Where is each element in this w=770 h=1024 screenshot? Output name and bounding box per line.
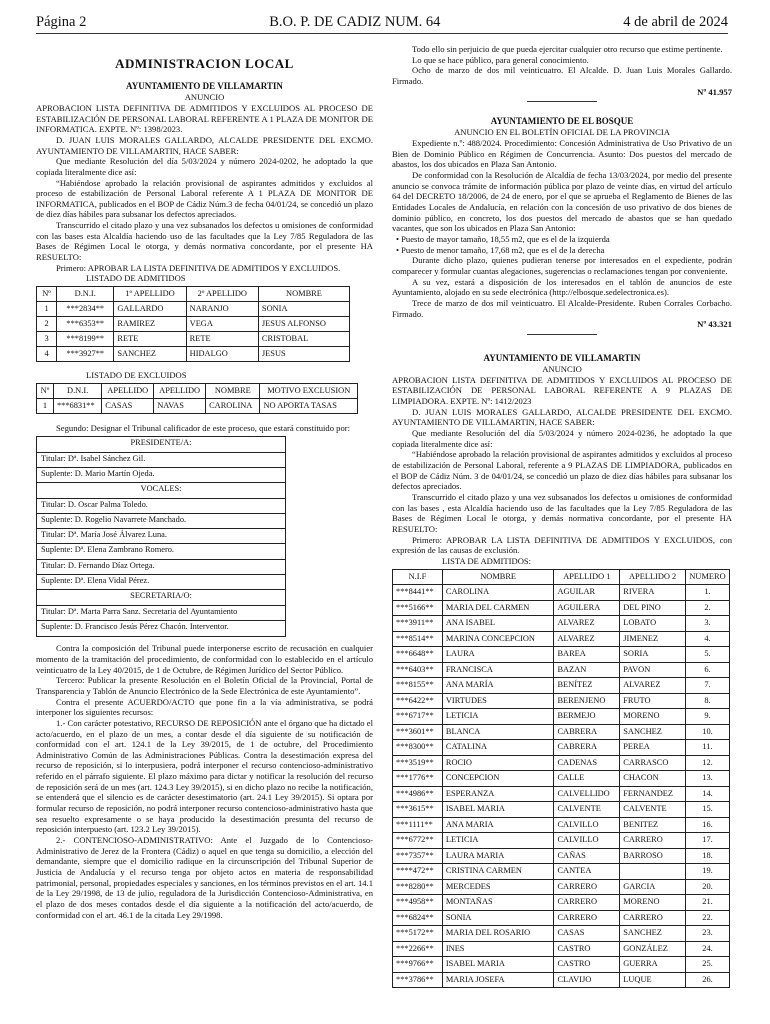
table-cell: SONIA: [442, 910, 554, 926]
table-cell: ALVAREZ: [554, 616, 620, 632]
table-cell: 26.: [686, 972, 730, 988]
table-cell: LAURA MARIA: [442, 848, 554, 864]
table-cell: FRUTO: [620, 693, 686, 709]
table-cell: LETICIA: [442, 833, 554, 849]
left-column: [36, 44, 373, 1014]
column-header: NOMBRE: [206, 383, 260, 398]
table-cell: BERENJENO: [554, 693, 620, 709]
table-cell: GARCIA: [620, 879, 686, 895]
table-cell: GONZÁLEZ: [620, 941, 686, 957]
table-row: [393, 616, 730, 632]
table-cell: 18.: [686, 848, 730, 864]
column-header: NOMBRE: [258, 287, 349, 302]
table-cell: ***6648**: [393, 647, 443, 663]
table-row: [393, 848, 730, 864]
table-cell: ISABEL MARIA: [442, 802, 554, 818]
paragraph: Que mediante Resolución del día 5/03/2024 y número 2024-0202, he adoptado la que copiada literalmente dice así:: [36, 156, 373, 177]
table-cell: 24.: [686, 941, 730, 957]
column-header: D.N.I.: [53, 383, 101, 398]
paragraph: Contra la composición del Tribunal puede interponerse escrito de recusación en cualquier momento de la tramitación del procedimiento, de conformidad con lo establecido en el artículo veinticuatro de la Ley 40/2015, de 1 de Octubre, de Régimen Jurídico del Sector Público.: [36, 643, 373, 675]
table-row: [393, 755, 730, 771]
announcement-heading: APROBACION LISTA DEFINITIVA DE ADMITIDOS Y EXCLUIDOS AL PROCESO DE ESTABILIZACIÓN DE PERSONAL LABORAL REFERENTE A 9 PLAZAS DE LIMPIADORA. EXPTE. Nº: 1412/2023: [392, 374, 732, 407]
table-cell: 16.: [686, 817, 730, 833]
admitted-list-table: [392, 569, 730, 989]
column-header: N.I.F: [393, 569, 443, 585]
table-cell: RAMIREZ: [114, 317, 186, 332]
list-item: • Puesto de menor tamaño, 17,68 m2, que es el de la derecha: [396, 244, 605, 255]
paragraph: Trece de marzo de dos mil veinticuatro. El Alcalde-Presidente. Ruben Corrales Corbacho. Firmado.: [392, 297, 732, 319]
table-cell: BAREA: [554, 647, 620, 663]
table-cell: ***2266**: [393, 941, 443, 957]
table-header-row: [37, 383, 358, 398]
table-cell: SANCHEZ: [620, 724, 686, 740]
table-cell: CADENAS: [554, 755, 620, 771]
table-cell: PEREA: [620, 740, 686, 756]
table-cell: 1: [37, 302, 57, 317]
table-cell: CARRERO: [620, 833, 686, 849]
paragraph: Primero: APROBAR LA LISTA DEFINITIVA DE ADMITIDOS Y EXCLUIDOS, con expresión de las causas de exclusión.: [392, 534, 732, 556]
table-cell: 15.: [686, 802, 730, 818]
paragraph: Tercero: Publicar la presente Resolución en el Boletín Oficial de la Provincial, Portal de Transparencia y Tablón de Anuncio Electrónico de la Sede Electrónica de este Ayuntamiento”.: [36, 675, 373, 696]
table-cell: GUERRA: [620, 957, 686, 973]
paragraph: Segundo: Designar el Tribunal calificador de este proceso, que estará constituido por:: [56, 422, 351, 433]
entity-title: AYUNTAMIENTO DE EL BOSQUE: [490, 116, 634, 127]
table-cell: ***3615**: [393, 802, 443, 818]
table-row: [37, 398, 358, 413]
table-row: [393, 585, 730, 601]
table-cell: ****472**: [393, 864, 443, 880]
table-row: [393, 957, 730, 973]
tribunal-item: VOCALES:: [37, 483, 285, 498]
table-cell: MARIA JOSEFA: [442, 972, 554, 988]
table-cell: CABRERA: [554, 740, 620, 756]
paragraph: Lo que se hace público, para general conocimiento.: [412, 54, 589, 65]
table-cell: ANA MARIA: [442, 817, 554, 833]
table-row: [393, 709, 730, 725]
table-cell: CRISTOBAL: [258, 332, 349, 347]
column-header: MOTIVO EXCLUSION: [260, 383, 358, 398]
table-cell: JESUS: [258, 347, 349, 362]
table-cell: 3.: [686, 616, 730, 632]
table-cell: SORIA: [620, 647, 686, 663]
anuncio-label: ANUNCIO: [542, 364, 582, 375]
table-cell: CARRERO: [554, 910, 620, 926]
tribunal-item: PRESIDENTE/A:: [37, 437, 285, 452]
table-cell: SANCHEZ: [620, 926, 686, 942]
table-cell: HIDALGO: [186, 347, 258, 362]
table-cell: ROCIO: [442, 755, 554, 771]
table-row: [393, 879, 730, 895]
table-cell: BENÍTEZ: [554, 678, 620, 694]
table-cell: CLAVIJO: [554, 972, 620, 988]
admitted-table: [36, 286, 350, 362]
table-cell: ALVAREZ: [554, 631, 620, 647]
table-cell: 3: [37, 332, 57, 347]
page-number: Página 2: [36, 14, 87, 30]
table-cell: ***8514**: [393, 631, 443, 647]
table-cell: 22.: [686, 910, 730, 926]
table-cell: CARRERO: [554, 879, 620, 895]
table-cell: 8.: [686, 693, 730, 709]
table-cell: VIRTUDES: [442, 693, 554, 709]
table-cell: VEGA: [186, 317, 258, 332]
column-header: NUMERO: [686, 569, 730, 585]
tribunal-item: Suplente: D. Mario Martín Ojeda.: [37, 468, 285, 483]
table-cell: MARIA DEL ROSARIO: [442, 926, 554, 942]
table-row: [393, 786, 730, 802]
table-row: [37, 317, 350, 332]
issue-date: 4 de abril de 2024: [623, 14, 728, 30]
table-cell: RETE: [186, 332, 258, 347]
divider: [527, 334, 597, 335]
table-cell: CARRERO: [620, 910, 686, 926]
table-cell: ***8155**: [393, 678, 443, 694]
table-cell: [620, 864, 686, 880]
table-cell: CALVILLO: [554, 817, 620, 833]
table-cell: 4: [37, 347, 57, 362]
table-cell: PAVON: [620, 662, 686, 678]
table-cell: ***3927**: [57, 347, 114, 362]
table-cell: CABRERA: [554, 724, 620, 740]
table-cell: CANTEA: [554, 864, 620, 880]
table-row: [393, 662, 730, 678]
table-cell: LOBATO: [620, 616, 686, 632]
table-cell: ***5172**: [393, 926, 443, 942]
entry-number: Nº 43.321: [697, 319, 732, 330]
table-cell: ***8300**: [393, 740, 443, 756]
table-cell: SONIA: [258, 302, 349, 317]
paragraph: 1.- Con carácter potestativo, RECURSO DE REPOSICIÓN ante el órgano que ha dictado el acto/acuerdo, en el plazo de un mes, a contar desde el día siguiente de su notificación de conformidad con el art. 124.1 de la Ley 39/2015, de 1 de octubre, del Procedimiento Administrativo Común de las Administraciones Públicas. Contra la desestimación expresa del recurso de reposición, si lo interpusiera, podrá interponer el recurso contencioso-administrativo referido en el párrafo siguiente. El plazo máximo para dictar y notificar la resolución del recurso de reposición será de un mes (art. 124.3 Ley 39/2015), si en dicho plazo no recibe la notificación, se entenderá que el silencio es de carácter desestimatorio (art. 24.1 Ley 39/2015). Si optara por formular recurso de reposición, no podrá interponer recurso contencioso-administrativo hasta que sea resuelto expresamente o se haya producido la desestimación presunta del recurso de reposición interpuesto (art. 123.2 Ley 39/2015).: [36, 717, 373, 835]
table-row: [37, 302, 350, 317]
table-cell: CALVILLO: [554, 833, 620, 849]
table-cell: ***6717**: [393, 709, 443, 725]
table-cell: CARRERO: [554, 895, 620, 911]
table-cell: ***1111**: [393, 817, 443, 833]
table-cell: JIMENEZ: [620, 631, 686, 647]
table-row: [37, 347, 350, 362]
tribunal-item: Suplente: D. Francisco Jesús Pérez Chacón. Interventor.: [41, 621, 229, 631]
tribunal-item: Titular: Dª. Isabel Sánchez Gil.: [37, 453, 285, 468]
table-cell: MARIA DEL CARMEN: [442, 600, 554, 616]
table-cell: ***6353**: [57, 317, 114, 332]
table-cell: ***3601**: [393, 724, 443, 740]
paragraph: Ocho de marzo de dos mil veinticuatro. El Alcalde. D. Juan Luis Morales Gallardo. Firmado.: [392, 65, 732, 86]
paragraph: “Habiéndose aprobado la relación provisional de aspirantes admitidos y excluidos al proceso de estabilización de Personal Laboral referente A 1 PLAZA DE MONITOR DE INFORMATICA, publicados en el BOP de Cádiz Núm.3 de fecha 04/01/24, se concedió un plazo de diez días hábiles para subsanar los defectos apreciados.: [36, 177, 373, 220]
paragraph: Durante dicho plazo, quienes pudieran tenerse por interesados en el expediente, podrán comparecer y formular cuantas alegaciones, sugerencias o reclamaciones tengan por conveniente.: [392, 255, 732, 276]
table-cell: 20.: [686, 879, 730, 895]
table-row: [393, 693, 730, 709]
admitted-label: LISTADO DE ADMITIDOS: [86, 273, 186, 284]
table-row: [393, 740, 730, 756]
announcement-heading: APROBACION LISTA DEFINITIVA DE ADMITIDOS Y EXCLUIDOS AL PROCESO DE ESTABILIZACIÓN DE PERSONAL LABORAL REFERENTE A 1 PLAZA DE MONITOR DE INFORMATICA. EXPTE. Nº: 1398/2023.: [36, 102, 373, 135]
table-cell: NARANJO: [186, 302, 258, 317]
entity-title: AYUNTAMIENTO DE VILLAMARTIN: [126, 81, 283, 92]
table-cell: 1.: [686, 585, 730, 601]
table-cell: CARRASCO: [620, 755, 686, 771]
table-cell: RETE: [114, 332, 186, 347]
table-cell: MORENO: [620, 709, 686, 725]
table-cell: CRISTINA CARMEN: [442, 864, 554, 880]
table-cell: ***3519**: [393, 755, 443, 771]
table-cell: ***3911**: [393, 616, 443, 632]
table-cell: DEL PINO: [620, 600, 686, 616]
column-header: 2º APELLIDO: [186, 287, 258, 302]
tribunal-item: Suplente: Dª. Elena Vidal Pérez.: [37, 575, 285, 590]
table-cell: CALVENTE: [554, 802, 620, 818]
table-cell: ***4986**: [393, 786, 443, 802]
page-header: [36, 14, 728, 34]
column-header: D.N.I.: [57, 287, 114, 302]
table-cell: 11.: [686, 740, 730, 756]
table-row: [393, 817, 730, 833]
table-cell: LETICIA: [442, 709, 554, 725]
table-row: [393, 600, 730, 616]
tribunal-list: [36, 436, 286, 637]
table-cell: FRANCISCA: [442, 662, 554, 678]
table-cell: ***8280**: [393, 879, 443, 895]
table-row: [393, 864, 730, 880]
table-cell: SANCHEZ: [114, 347, 186, 362]
table-cell: ***2834**: [57, 302, 114, 317]
table-cell: 21.: [686, 895, 730, 911]
paragraph: D. JUAN LUIS MORALES GALLARDO, ALCALDE PRESIDENTE DEL EXCMO. AYUNTAMIENTO DE VILLAMARTIN, HACE SABER:: [36, 134, 373, 156]
table-cell: ***8199**: [57, 332, 114, 347]
table-cell: 2: [37, 317, 57, 332]
table-cell: 5.: [686, 647, 730, 663]
table-cell: ***3786**: [393, 972, 443, 988]
table-cell: 14.: [686, 786, 730, 802]
paragraph: Transcurrido el citado plazo y una vez subsanados los defectos u omisiones de conformidad con las bases esta Alcaldía haciendo uso de las facultades que la Ley 7/85 Reguladora de las Bases de Régimen Local le otorga, y demás normativa concordante, por el presente HA RESUELTO:: [36, 220, 373, 263]
column-header: APELLIDO 1: [554, 569, 620, 585]
paragraph: Primero: APROBAR LA LISTA DEFINITIVA DE ADMITIDOS Y EXCLUIDOS.: [56, 262, 341, 273]
excluded-table: [36, 383, 358, 414]
table-cell: BLANCA: [442, 724, 554, 740]
table-row: [393, 724, 730, 740]
table-row: [393, 631, 730, 647]
table-cell: 9.: [686, 709, 730, 725]
table-row: [393, 910, 730, 926]
table-cell: CONCEPCION: [442, 771, 554, 787]
table-cell: CALVELLIDO: [554, 786, 620, 802]
table-cell: ***6403**: [393, 662, 443, 678]
admitted-label: LISTA DE ADMITIDOS:: [442, 555, 532, 566]
table-cell: MORENO: [620, 895, 686, 911]
table-cell: NO APORTA TASAS: [260, 398, 358, 413]
paragraph: D. JUAN LUIS MORALES GALLARDO, ALCALDE PRESIDENTE DEL EXCMO. AYUNTAMIENTO DE VILLAMARTIN, HACE SABER:: [392, 406, 732, 428]
tribunal-item: Titular: Dª. María José Álvarez Luna.: [37, 529, 285, 544]
tribunal-item: Suplente: Dª. Elena Zambrano Romero.: [37, 544, 285, 559]
table-cell: BERMEJO: [554, 709, 620, 725]
table-cell: 25.: [686, 957, 730, 973]
table-row: [37, 332, 350, 347]
table-row: [393, 771, 730, 787]
table-row: [393, 926, 730, 942]
table-cell: 19.: [686, 864, 730, 880]
entity-title: AYUNTAMIENTO DE VILLAMARTIN: [483, 352, 641, 363]
table-row: [393, 833, 730, 849]
table-header-row: [393, 569, 730, 585]
table-cell: CASTRO: [554, 941, 620, 957]
tribunal-item: Titular: Dª. Marta Parra Sanz. Secretaria del Ayuntamiento: [37, 606, 285, 621]
table-cell: NAVAS: [154, 398, 206, 413]
table-cell: FERNANDEZ: [620, 786, 686, 802]
table-cell: CASAS: [554, 926, 620, 942]
table-cell: INES: [442, 941, 554, 957]
paragraph: 2.- CONTENCIOSO-ADMINISTRATIVO: Ante el Juzgado de lo Contencioso-Administrativo de Jerez de la Frontera (Cádiz) o aquel en que tenga su domicilio, a elección del demandante, siempre que el domicilio radique en la circunscripción del Tribunal Superior de Justicia de Andalucía y el recurso tenga por objeto actos en materia de responsabilidad patrimonial, personal, propiedades especiales y sanciones, en los términos previstos en el art. 14.1 de la Ley 29/1998, de 13 de julio, reguladora de la Jurisdicción Contencioso-Administrativa, en el plazo de dos meses contados desde el día siguiente a la notificación del acto/acuerdo, de conformidad con el art. 46.1 de la citada Ley 29/1998.: [36, 835, 373, 920]
table-cell: MERCEDES: [442, 879, 554, 895]
table-cell: CAROLINA: [206, 398, 260, 413]
table-cell: 13.: [686, 771, 730, 787]
table-cell: CASAS: [102, 398, 154, 413]
entry-number: Nº 41.957: [697, 86, 732, 97]
table-cell: ***8441**: [393, 585, 443, 601]
table-cell: CATALINA: [442, 740, 554, 756]
paragraph: “Habiéndose aprobado la relación provisional de aspirantes admitidos y excluidos al proceso de estabilización de Personal Laboral, referente a 9 PLAZAS DE LIMPIADORA, publicados en el BOP de Cádiz Núm. 3 de 04/01/24, se concedió un plazo de diez días hábiles para subsanar los defectos apreciados.: [392, 449, 732, 492]
table-cell: 17.: [686, 833, 730, 849]
table-cell: ***6824**: [393, 910, 443, 926]
table-cell: BENITEZ: [620, 817, 686, 833]
table-cell: LUQUE: [620, 972, 686, 988]
table-cell: ***5166**: [393, 600, 443, 616]
table-cell: LAURA: [442, 647, 554, 663]
table-cell: RIVERA: [620, 585, 686, 601]
table-cell: GALLARDO: [114, 302, 186, 317]
table-cell: CASTRO: [554, 957, 620, 973]
table-cell: ***7357**: [393, 848, 443, 864]
table-cell: MARINA CONCEPCION: [442, 631, 554, 647]
paragraph: Expediente n.º: 488/2024. Procedimiento: Concesión Administrativa de Uso Privativo de un Bien de Dominio Público en Régimen de Concurrencia. Asunto: Dos puestos del mercado de abastos, los dos ubicados en Plaza San Antonio.: [392, 138, 732, 170]
table-cell: AGUILERA: [554, 600, 620, 616]
paragraph: Contra el presente ACUERDO/ACTO que pone fin a la vía administrativa, se podrá interponer los siguientes recursos:: [36, 696, 373, 718]
tribunal-item: Suplente: D. Rogelio Navarrete Manchado.: [37, 514, 285, 529]
paragraph: Todo ello sin perjuicio de que pueda ejercitar cualquier otro recurso que estime pertinente.: [412, 44, 723, 54]
table-cell: MONTAÑAS: [442, 895, 554, 911]
column-header: APELLIDO: [102, 383, 154, 398]
column-header: APELLIDO: [154, 383, 206, 398]
table-cell: BAZAN: [554, 662, 620, 678]
tribunal-item: Titular: D. Fernando Díaz Ortega.: [37, 560, 285, 575]
table-cell: ANA MARÍA: [442, 678, 554, 694]
table-row: [393, 647, 730, 663]
table-cell: CALLE: [554, 771, 620, 787]
bulletin-title: B.O. P. DE CADIZ NUM. 64: [269, 14, 441, 30]
paragraph: De conformidad con la Resolución de Alcaldía de fecha 13/03/2024, por medio del presente anuncio se convoca trámite de información pública por plazo de veinte días, en virtud del artículo 64 del DECRETO 18/2006, de 24 de enero, por el que se aprueba el Reglamento de Bienes de las Entidades Locales de Andalucía, en relación con la concesión de uso privativo de dos bienes de dominio público, en concreto, los dos puestos del mercado de abastos que se han quedado vacantes, que son los ubicados en Plaza San Antonio:: [392, 170, 732, 234]
tribunal-item: SECRETARIA/O:: [37, 590, 285, 605]
table-cell: 23.: [686, 926, 730, 942]
table-cell: 10.: [686, 724, 730, 740]
excluded-label: LISTADO DE EXCLUIDOS: [86, 370, 187, 381]
table-cell: ***6831**: [53, 398, 101, 413]
tribunal-item: Titular: D. Oscar Palma Toledo.: [37, 499, 285, 514]
table-cell: CAROLINA: [442, 585, 554, 601]
right-column: [392, 44, 732, 1014]
table-row: [393, 802, 730, 818]
table-cell: AGUILAR: [554, 585, 620, 601]
paragraph: Transcurrido el citado plazo y una vez subsanados los defectos u omisiones de conformidad con las bases , esta Alcaldía haciendo uso de las facultades que la Ley 7/85 Reguladora de las Bases de Régimen Local le otorga, y demás normativa concordante, por el presente HA RESUELTO:: [392, 491, 732, 534]
table-cell: ***6422**: [393, 693, 443, 709]
column-header: Nº: [37, 287, 57, 302]
table-cell: BARROSO: [620, 848, 686, 864]
paragraph: A su vez, estará a disposición de los interesados en el tablón de anuncios de este Ayuntamiento, alojado en su sede electrónica (http://elbosque.sedelectronica.es).: [392, 276, 732, 298]
table-cell: 6.: [686, 662, 730, 678]
table-cell: 12.: [686, 755, 730, 771]
column-header: APELLIDO 2: [620, 569, 686, 585]
table-row: [393, 895, 730, 911]
column-header: Nº: [37, 383, 54, 398]
table-cell: ***4958**: [393, 895, 443, 911]
column-header: NOMBRE: [442, 569, 554, 585]
anuncio-label: ANUNCIO EN EL BOLETÍN OFICIAL DE LA PROVINCIA: [454, 127, 670, 138]
column-header: 1º APELLIDO: [114, 287, 186, 302]
anuncio-label: ANUNCIO: [184, 92, 225, 103]
paragraph: Que mediante Resolución del día 5/03/2024 y número 2024-0236, he adoptado la que copiada literalmente dice así:: [392, 428, 732, 449]
table-row: [393, 941, 730, 957]
table-cell: CAÑAS: [554, 848, 620, 864]
divider: [527, 101, 597, 102]
table-cell: ***1776**: [393, 771, 443, 787]
table-cell: CHACON: [620, 771, 686, 787]
section-title: ADMINISTRACION LOCAL: [115, 56, 294, 71]
list-item: • Puesto de mayor tamaño, 18,55 m2, que es el de la izquierda: [396, 234, 610, 244]
table-cell: 4.: [686, 631, 730, 647]
table-row: [393, 972, 730, 988]
table-cell: 7.: [686, 678, 730, 694]
table-cell: 1: [37, 398, 54, 413]
table-cell: JESUS ALFONSO: [258, 317, 349, 332]
table-cell: 2.: [686, 600, 730, 616]
table-row: [393, 678, 730, 694]
table-cell: ANA ISABEL: [442, 616, 554, 632]
table-cell: ESPERANZA: [442, 786, 554, 802]
table-cell: ***6772**: [393, 833, 443, 849]
table-cell: ***9766**: [393, 957, 443, 973]
table-cell: ALVAREZ: [620, 678, 686, 694]
table-cell: ISABEL MARIA: [442, 957, 554, 973]
table-cell: CALVENTE: [620, 802, 686, 818]
table-header-row: [37, 287, 350, 302]
